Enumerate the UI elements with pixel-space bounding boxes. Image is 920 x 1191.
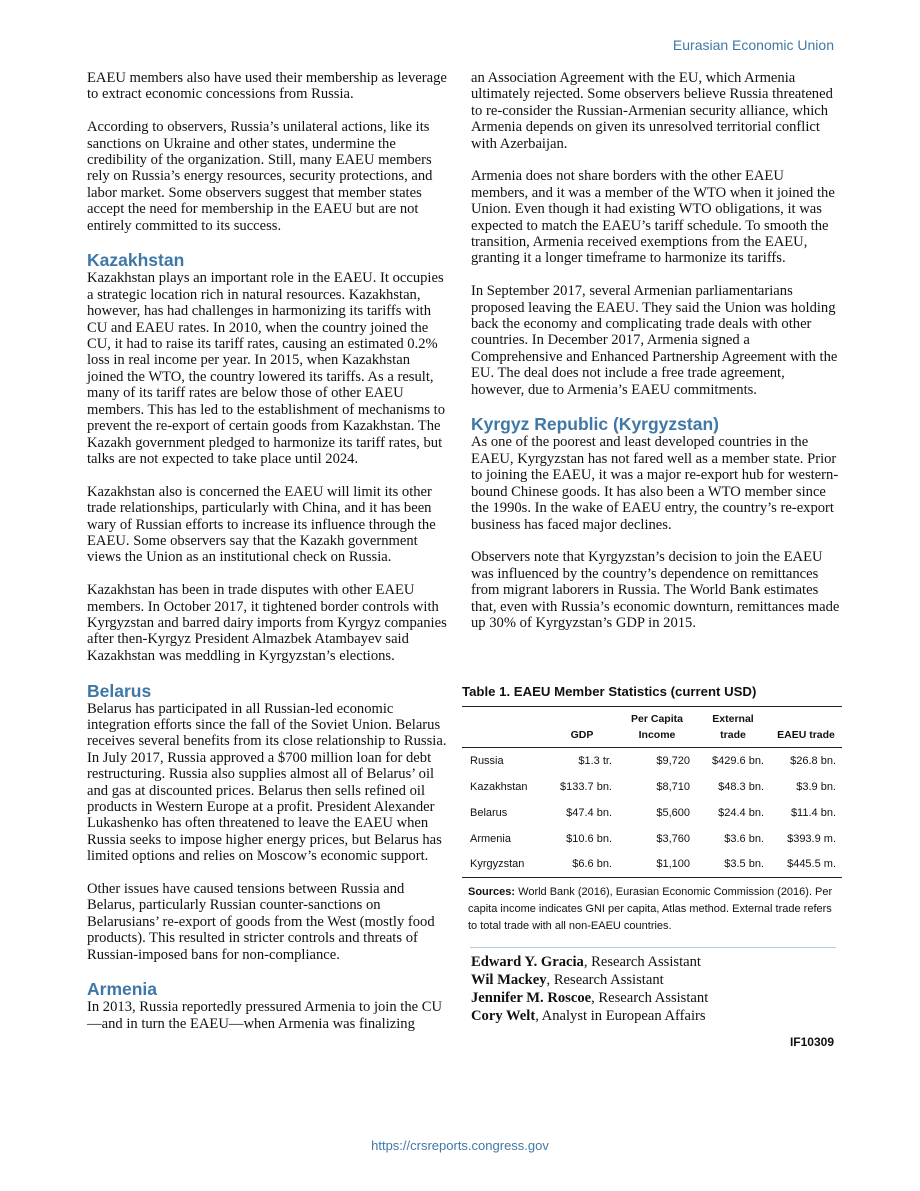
author-role: , Analyst in European Affairs [535, 1008, 706, 1024]
table-row [462, 774, 842, 800]
table-cell: $6.6 bn. [572, 858, 612, 871]
sources-text: World Bank (2016), Eurasian Economic Commission (2016). Per capita income indicates GNI per capita, Atlas method. External trade refers to total trade with all non-EAEU countries. [468, 886, 833, 932]
table-cell: $445.5 m. [787, 858, 836, 871]
table-header-cell: Per Capita Income [631, 713, 683, 741]
member-statistics-table [462, 706, 842, 878]
armenia-paragraph: In 2013, Russia reportedly pressured Armenia to join the CU—and in turn the EAEU—when Armenia was finalizing [87, 999, 443, 1032]
table-row [462, 800, 842, 826]
table-cell: $1.3 tr. [578, 754, 612, 767]
table-cell-country: Russia [470, 754, 504, 767]
table-cell: $3.9 bn. [796, 780, 836, 793]
kazakhstan-paragraph: Kazakhstan plays an important role in the EAEU. It occupies a strategic location rich in natural resources. Kazakhstan, however, has had challenges in harmonizing its tariffs with CU and EAEU rates. In 2010, when the country joined the CU, it had to raise its tariff rates, causing an estimated 0.2% loss in real income per year. In 2015, when Kazakhstan joined the WTO, the country lowered its tariffs. As a result, many of its tariff rates are below those of other EAEU members. This has led to the establishment of mechanisms to prevent the re-export of certain goods from Kazakhstan. The Kazakh government pledged to harmonize its tariff rates, but talks are not expected to take place until 2024. [87, 270, 446, 467]
table-cell: $393.9 m. [787, 832, 836, 845]
armenia-paragraph: Armenia does not share borders with the other EAEU members, and it was a member of the WTO when it joined the Union. Even though it had existing WTO obligations, it was expected to match the EAEU’s tariff schedule. To smooth the transition, Armenia received exemptions from the EAEU, granting it a longer timeframe to harmonize its tariffs. [471, 168, 835, 267]
table-cell: $1,100 [656, 858, 690, 871]
table-header-cell: EAEU trade [777, 729, 835, 741]
table-cell-country: Kyrgyzstan [470, 858, 525, 871]
table-cell: $133.7 bn. [560, 780, 612, 793]
author-entry [471, 989, 708, 1007]
belarus-paragraph: Belarus has participated in all Russian-led economic integration efforts since the fall of the Soviet Union. Belarus receives several benefits from its close relationship to Russia. In July 2017, Russia approved a $700 million loan for debt restructuring. Russia also supplies almost all of Belarus’ oil and gas at discounted prices. Belarus then sells refined oil products in Western Europe at a profit. President Alexander Lukashenko has often threatened to leave the EAEU when Russia seeks to impose higher energy prices, but Belarus has limited options and relies on Moscow’s economic support. [87, 700, 447, 865]
table-sources-note [468, 884, 838, 935]
author-name: Edward Y. Gracia [471, 954, 584, 970]
table-cell: $9,720 [656, 754, 690, 767]
author-role: , Research Assistant [591, 990, 709, 1006]
authors-divider [470, 947, 836, 948]
kazakhstan-paragraph: Kazakhstan has been in trade disputes with other EAEU members. In October 2017, it tightened border controls with Kyrgyzstan and barred dairy imports from Kyrgyz companies after then-Kyrgyz President Almazbek Atambayev said Kazakhstan was meddling in Kyrgyzstan’s elections. [87, 582, 447, 664]
author-name: Cory Welt [471, 1008, 536, 1024]
author-entry [471, 953, 708, 971]
table-header-cell [462, 707, 546, 748]
table-header-cell: GDP [570, 729, 594, 741]
member-statistics-table-block [462, 684, 842, 935]
report-id: IF10309 [789, 1035, 834, 1049]
section-heading-belarus: Belarus [87, 680, 152, 701]
author-name: Wil Mackey [471, 972, 547, 988]
table-cell: $26.8 bn. [790, 754, 836, 767]
table-row [462, 826, 842, 852]
author-entry [471, 971, 708, 989]
table-cell-country: Kazakhstan [470, 780, 528, 793]
table-cell: $24.4 bn. [718, 806, 764, 819]
table-cell: $11.4 bn. [790, 806, 836, 819]
author-list [471, 953, 708, 1025]
table-cell: $47.4 bn. [566, 806, 612, 819]
author-entry [471, 1007, 708, 1025]
table-cell: $5,600 [656, 806, 690, 819]
armenia-paragraph: In September 2017, several Armenian parliamentarians proposed leaving the EAEU. They said the Union was holding back the economy and complicating trade deals with other countries. In December 2017, Armenia signed a Comprehensive and Enhanced Partnership Agreement with the EU. The deal does not include a free trade agreement, however, due to Armenia’s EAEU commitments. [471, 283, 838, 398]
table-header-row [462, 707, 842, 748]
table-cell: $3,760 [656, 832, 690, 845]
table-cell: $48.3 bn. [718, 780, 764, 793]
footer-link[interactable]: https://crsreports.congress.gov [371, 1138, 549, 1153]
table-cell-country: Armenia [470, 832, 511, 845]
running-header-title: Eurasian Economic Union [672, 37, 834, 53]
intro-paragraph: EAEU members also have used their membership as leverage to extract economic concessions from Russia. [87, 70, 447, 103]
table-cell-country: Belarus [470, 806, 508, 819]
section-heading-armenia: Armenia [87, 979, 158, 1000]
table-cell: $8,710 [656, 780, 690, 793]
table-row [462, 748, 842, 774]
armenia-paragraph: an Association Agreement with the EU, which Armenia ultimately rejected. Some observers believe Russia threatened to re-consider the Russian-Armenian security alliance, which Armenia depends on given its unresolved territorial conflict with Azerbaijan. [471, 70, 833, 152]
sources-label: Sources: [468, 886, 516, 898]
author-name: Jennifer M. Roscoe [471, 990, 592, 1006]
table-row [462, 852, 842, 878]
kyrgyz-paragraph: As one of the poorest and least developed countries in the EAEU, Kyrgyzstan has not fared well as a member state. Prior to joining the EAEU, it was a major re-export hub for western-bound Chinese goods. It has also been a WTO member since the 1990s. In the wake of EAEU entry, the country’s re-export business has faced major declines. [471, 434, 839, 533]
author-role: , Research Assistant [546, 972, 664, 988]
intro-paragraph: According to observers, Russia’s unilateral actions, like its sanctions on Ukraine and other states, undermine the credibility of the organization. Still, many EAEU members rely on Russia’s energy resources, security protections, and labor market. Some observers suggest that member states accept the need for membership in the EAEU but are not entirely committed to its success. [87, 119, 433, 234]
kyrgyz-paragraph: Observers note that Kyrgyzstan’s decision to join the EAEU was influenced by the country’s dependence on remittances from migrant laborers in Russia. The World Bank estimates that, even with Russia’s economic downturn, remittances made up 30% of Kyrgyzstan’s GDP in 2015. [471, 549, 840, 631]
table-cell: $10.6 bn. [566, 832, 612, 845]
left-column [87, 70, 450, 1032]
kazakhstan-paragraph: Kazakhstan also is concerned the EAEU will limit its other trade relationships, particularly with China, and it has been wary of Russian efforts to increase its influence through the EAEU. Some observers say that the Kazakh government views the Union as an institutional check on Russia. [87, 483, 436, 566]
table-cell: $3.6 bn. [724, 832, 764, 845]
right-column [471, 70, 841, 648]
table-cell: $3.5 bn. [724, 858, 764, 871]
table-cell: $429.6 bn. [712, 754, 764, 767]
table-header-cell: External trade [712, 713, 754, 741]
author-role: , Research Assistant [583, 954, 701, 970]
table-title: Table 1. EAEU Member Statistics (current USD) [462, 684, 757, 699]
section-heading-kazakhstan: Kazakhstan [87, 250, 185, 271]
belarus-paragraph: Other issues have caused tensions between Russia and Belarus, particularly Russian counter-sanctions on Belarusians’ re-export of goods from the West (mostly food products). This resulted in stricter controls and threats of Russian-imposed bans for non-compliance. [87, 881, 435, 963]
section-heading-kyrgyz: Kyrgyz Republic (Kyrgyzstan) [471, 414, 719, 435]
